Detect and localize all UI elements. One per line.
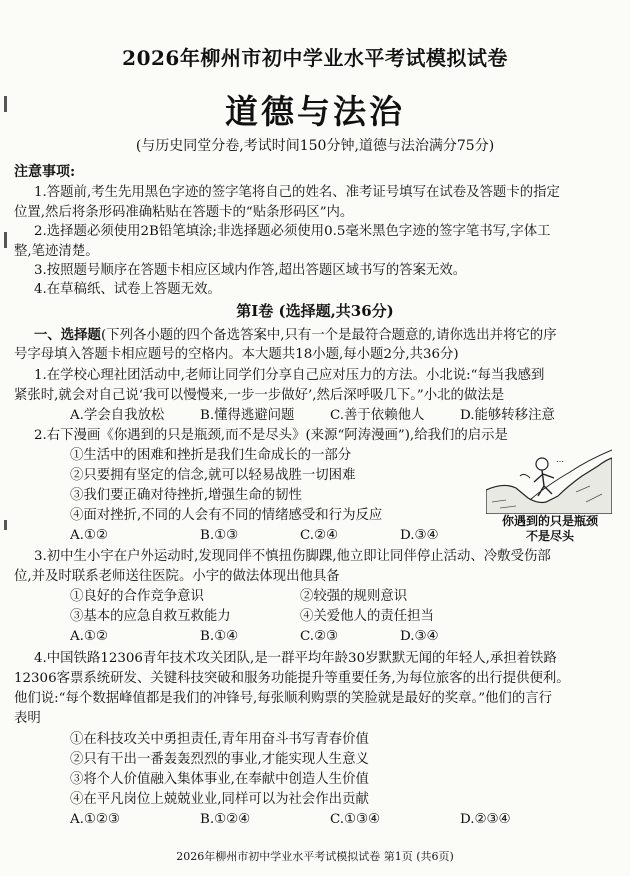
question-3-stem: 位,并及时联系老师送往医院。小宇的做法体现出他具备 <box>14 569 340 584</box>
statement: ③基本的应急自救互救能力 <box>70 609 231 624</box>
section-intro-line <box>34 326 557 345</box>
notice-line: 整,笔迹清楚。 <box>14 244 99 259</box>
subject-title: 道德与法治 <box>225 92 405 131</box>
notice-line: 4.在草稿纸、试卷上答题无效。 <box>34 282 221 297</box>
statement: ②只有干出一番轰轰烈烈的事业,才能实现人生意义 <box>70 752 369 767</box>
statement: ③将个人价值融入集体事业,在奉献中创造人生价值 <box>70 772 369 787</box>
question-4-stem: 他们说:“每个数据峰值都是我们的冲锋号,每张顺利购票的笑脸就是最好的奖章。”他们的言行 <box>14 691 552 706</box>
cartoon-caption-line: 你遇到的只是瓶颈 <box>501 514 598 528</box>
notice-line: 2.选择题必须使用2B铅笔填涂;非选择题必须使用0.5毫米黑色字迹的签字笔书写,字体工 <box>34 224 551 239</box>
statement: ④在平凡岗位上兢兢业业,同样可以为社会作出贡献 <box>70 792 369 807</box>
section-intro-line: 号字母填入答题卡相应题号的空格内。本大题共18小题,每小题2分,共36分) <box>14 347 459 362</box>
option-d: D.能够转移注意 <box>460 408 555 423</box>
cartoon-illustration <box>486 442 612 514</box>
option-d: D.③④ <box>400 629 439 644</box>
option-a: A.①②③ <box>70 812 120 827</box>
section-intro-text: (下列各小题的四个备选答案中,只有一个是最符合题意的,请你选出并将它的序 <box>100 328 557 343</box>
statement: ①良好的合作竞争意识 <box>70 589 204 604</box>
option-a: A.学会自我放松 <box>70 408 165 423</box>
notice-line: 1.答题前,考生先用黑色字迹的签字笔将自己的姓名、准考证号填写在试卷及答题卡的指定 <box>34 185 560 200</box>
option-b: B.①④ <box>200 629 239 644</box>
question-4-stem: 表明 <box>14 711 41 726</box>
cartoon-caption-line: 不是尽头 <box>525 529 574 543</box>
question-1-stem: 紧张时,就会对自己说‘我可以慢慢来,一步一步做好’,然后深呼吸几下。”小北的做法是 <box>14 388 505 403</box>
notice-line: 3.按照题号顺序在答题卡相应区域内作答,超出答题区域书写的答案无效。 <box>34 263 467 278</box>
question-3-statements <box>0 607 630 626</box>
option-c: C.①③④ <box>330 812 381 827</box>
statement: ④关爱他人的责任担当 <box>300 609 434 624</box>
question-2-stem: 2.右下漫画《你遇到的只是瓶颈,而不是尽头》(来源“阿涛漫画”),给我们的启示是 <box>34 428 508 443</box>
notice-heading: 注意事项: <box>14 164 76 180</box>
statement: ①在科技攻关中勇担责任,青年用奋斗书写青春价值 <box>70 732 369 747</box>
statement: ②只要拥有坚定的信念,就可以轻易战胜一切困难 <box>70 468 356 483</box>
question-1-stem: 1.在学校心理社团活动中,老师让同学们分享自己应对压力的方法。小北说:“每当我感到 <box>34 368 545 383</box>
option-a: A.①② <box>70 528 108 543</box>
section-label: 一、选择题 <box>34 327 101 343</box>
option-b: B.①②④ <box>200 812 251 827</box>
cartoon-caption <box>484 514 616 544</box>
page-footer: 2026年柳州市初中学业水平考试模拟试卷 第1页 (共6页) <box>176 850 454 863</box>
option-d: D.②③④ <box>460 812 511 827</box>
exam-title: 2026年柳州市初中学业水平考试模拟试卷 <box>122 46 508 70</box>
part-one-title: 第Ⅰ卷 (选择题,共36分) <box>236 302 394 320</box>
question-4-stem: 12306客票系统研发、关键科技突破和服务功能提升等重要任务,为每位旅客的出行提供便利。 <box>14 671 570 686</box>
question-4-options <box>0 810 630 829</box>
question-2-options <box>0 526 480 545</box>
option-a: A.①② <box>70 629 108 644</box>
option-d: D.③④ <box>400 528 439 543</box>
exam-note: (与历史同堂分卷,考试时间150分钟,道德与法治满分75分) <box>135 138 495 154</box>
option-c: C.②③ <box>300 629 339 644</box>
svg-text:…: … <box>556 455 564 464</box>
question-3-options <box>0 627 630 646</box>
option-c: C.善于依赖他人 <box>330 408 425 423</box>
question-3-stem: 3.初中生小宇在户外运动时,发现同伴不慎扭伤脚踝,他立即让同伴停止活动、冷敷受伤部 <box>34 549 551 564</box>
statement: ③我们要正确对待挫折,增强生命的韧性 <box>70 488 302 503</box>
margin-mark <box>4 232 7 248</box>
statement: ②较强的规则意识 <box>300 589 408 604</box>
option-c: C.②④ <box>300 528 339 543</box>
question-1-options <box>0 406 630 425</box>
statement: ④面对挫折,不同的人会有不同的情绪感受和行为反应 <box>70 508 383 523</box>
question-3-statements <box>0 587 630 606</box>
question-4-stem: 4.中国铁路12306青年技术攻关团队,是一群平均年龄30岁默默无闻的年轻人,承担着铁路 <box>34 651 557 666</box>
notice-line: 位置,然后将条形码准确粘贴在答题卡的“贴条形码区”内。 <box>14 205 354 220</box>
option-b: B.①③ <box>200 528 239 543</box>
statement: ①生活中的困难和挫折是我们生命成长的一部分 <box>70 448 352 463</box>
option-b: B.懂得逃避问题 <box>200 408 295 423</box>
